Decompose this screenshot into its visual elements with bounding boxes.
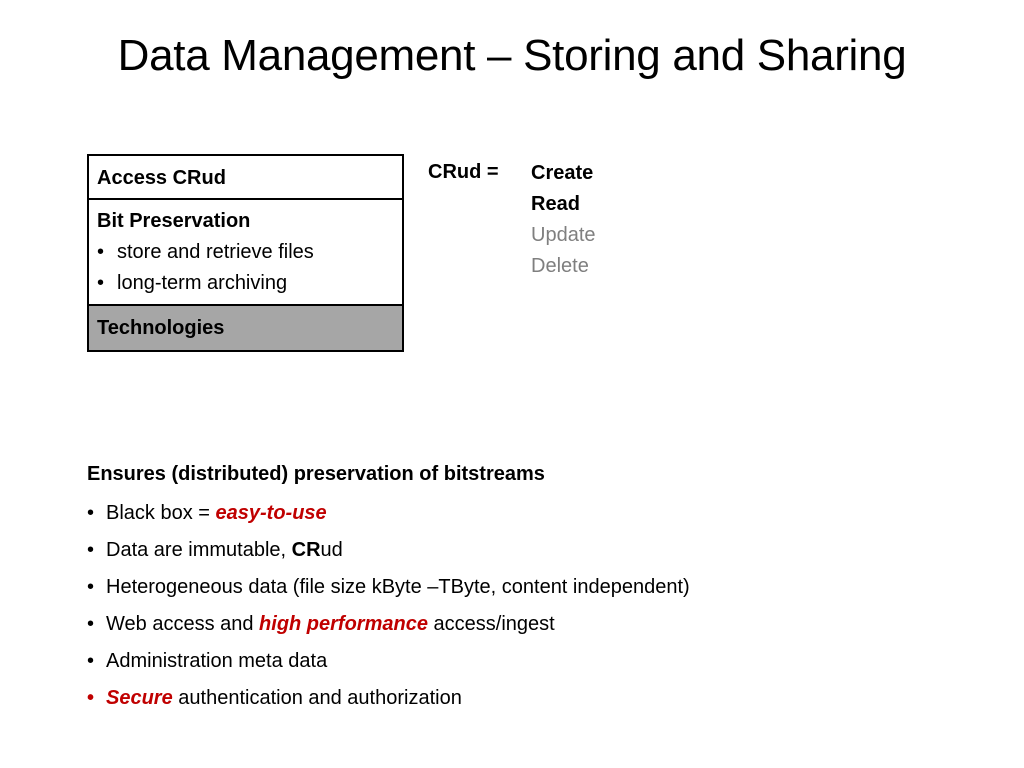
bullet-text-part: authentication and authorization (172, 687, 462, 709)
bullet-icon: • (97, 241, 105, 263)
bullet-text-part: access/ingest (427, 613, 555, 635)
bit-preservation-layer (89, 200, 402, 306)
bit-preservation-item: store and retrieve files (117, 241, 314, 263)
bullet-icon: • (87, 502, 95, 524)
slide-title: Data Management – Storing and Sharing (117, 31, 907, 80)
list-item (87, 684, 690, 721)
crud-term-create: Create (531, 162, 594, 184)
bullet-icon: • (87, 650, 95, 672)
bullet-text-part: ud (320, 539, 343, 561)
summary-heading: Ensures (distributed) preservation of bitstreams (87, 463, 545, 485)
list-item (87, 573, 690, 610)
emphasis-text: Secure (106, 687, 173, 709)
bullet-text (106, 684, 462, 721)
technologies-layer (89, 306, 402, 350)
bit-preservation-heading: Bit Preservation (97, 210, 251, 232)
bold-text: CR (291, 539, 321, 561)
emphasis-text: high performance (259, 613, 428, 635)
bit-preservation-item: long-term archiving (117, 272, 288, 294)
bullet-icon: • (87, 576, 95, 598)
access-crud-layer (89, 156, 402, 200)
bullet-text-part: Web access and (106, 613, 260, 635)
list-item (97, 268, 394, 299)
bullet-text (106, 536, 343, 573)
technologies-label: Technologies (97, 317, 225, 339)
emphasis-text: easy-to-use (215, 502, 327, 524)
list-item (87, 610, 690, 647)
bullet-text (106, 610, 555, 647)
bullet-text: Administration meta data (106, 650, 328, 672)
list-item (87, 536, 690, 573)
list-item (87, 499, 690, 536)
bullet-text (106, 499, 327, 536)
bullet-text-part: Black box = (106, 502, 216, 524)
crud-label: CRud = (428, 161, 499, 183)
crud-term-delete: Delete (531, 255, 589, 277)
bullet-text-part: Data are immutable, (106, 539, 292, 561)
bullet-icon: • (87, 687, 95, 709)
access-crud-label: Access CRud (97, 167, 226, 189)
list-item (87, 647, 690, 684)
layer-stack-diagram (87, 154, 404, 352)
bullet-icon: • (97, 272, 105, 294)
list-item (97, 237, 394, 268)
crud-term-read: Read (531, 193, 580, 215)
crud-term-update: Update (531, 224, 596, 246)
bullet-icon: • (87, 613, 95, 635)
crud-term-list (531, 158, 596, 282)
bullet-text: Heterogeneous data (file size kByte –TByte, content independent) (106, 576, 690, 598)
bullet-icon: • (87, 539, 95, 561)
summary-bullet-list (87, 499, 690, 721)
